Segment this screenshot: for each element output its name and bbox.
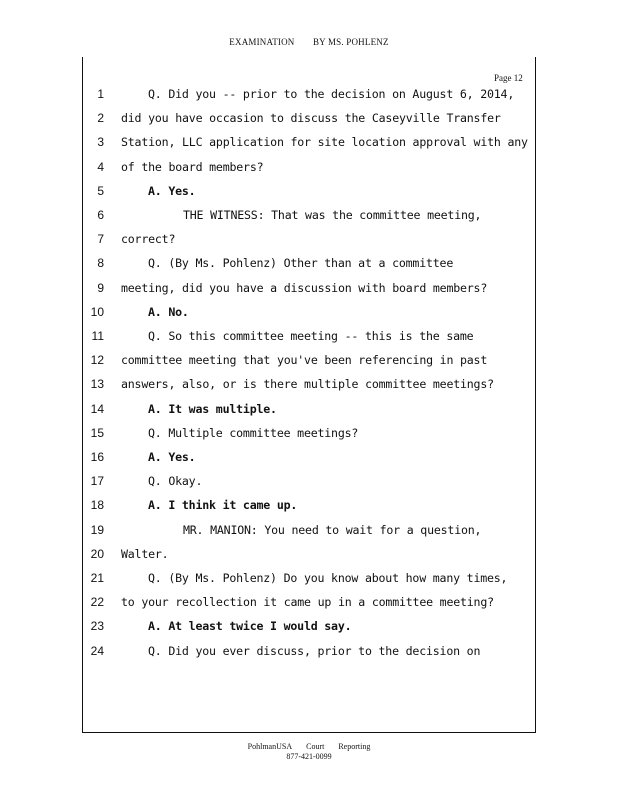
transcript-line xyxy=(0,329,618,351)
line-text: Walter. xyxy=(121,546,169,561)
line-number: 5 xyxy=(97,183,104,198)
transcript-line xyxy=(0,208,618,230)
line-text: Q. Okay. xyxy=(148,474,203,489)
line-text: did you have occasion to discuss the Caseyville Transfer xyxy=(121,111,501,126)
page-number: Page 12 xyxy=(494,73,523,83)
line-number: 21 xyxy=(90,571,104,585)
page-footer xyxy=(0,742,618,762)
transcript-line xyxy=(0,402,618,424)
line-number: 7 xyxy=(97,232,104,247)
page-header xyxy=(0,37,618,47)
line-text: Q. Did you -- prior to the decision on August 6, 2014, xyxy=(148,87,515,101)
line-text: Station, LLC application for site location approval with any xyxy=(121,135,528,150)
line-number: 14 xyxy=(90,401,104,416)
footer-service-2: Reporting xyxy=(338,742,371,751)
line-text: MR. MANION: You need to wait for a question, xyxy=(183,522,482,537)
line-number: 2 xyxy=(97,111,104,126)
transcript-line xyxy=(0,426,618,448)
line-text: meeting, did you have a discussion with board members? xyxy=(121,280,488,295)
transcript-line xyxy=(0,281,618,303)
line-number: 23 xyxy=(90,619,104,634)
line-number: 3 xyxy=(97,135,104,150)
header-examination: EXAMINATION xyxy=(229,37,295,47)
transcript-line xyxy=(0,160,618,182)
transcript-line xyxy=(0,184,618,206)
line-number: 12 xyxy=(90,353,104,368)
line-number: 9 xyxy=(97,280,104,295)
line-number: 11 xyxy=(91,329,104,343)
line-text: committee meeting that you've been referencing in past xyxy=(121,353,488,368)
line-text: A. I think it came up. xyxy=(148,498,298,513)
line-number: 24 xyxy=(90,643,104,658)
line-text: correct? xyxy=(121,232,176,247)
line-number: 15 xyxy=(90,425,104,440)
line-text: THE WITNESS: That was the committee meeting, xyxy=(183,208,482,222)
line-number: 16 xyxy=(90,450,104,464)
transcript-line xyxy=(0,619,618,641)
line-text: Q. (By Ms. Pohlenz) Do you know about how many times, xyxy=(148,571,508,585)
line-number: 10 xyxy=(90,304,104,319)
line-text: Q. Did you ever discuss, prior to the decision on xyxy=(148,643,481,658)
transcript-line xyxy=(0,256,618,278)
transcript-line xyxy=(0,450,618,472)
footer-phone: 877-421-0099 xyxy=(286,752,332,761)
footer-company: PohlmanUSA xyxy=(247,742,293,751)
transcript-line xyxy=(0,474,618,496)
line-text: A. It was multiple. xyxy=(148,401,277,416)
line-number: 1 xyxy=(97,87,104,101)
transcript-line xyxy=(0,87,618,109)
line-text: A. No. xyxy=(148,304,189,319)
line-number: 18 xyxy=(90,498,104,513)
transcript-line xyxy=(0,595,618,617)
transcript-line xyxy=(0,644,618,666)
transcript-line xyxy=(0,377,618,399)
transcript-line xyxy=(0,547,618,569)
line-number: 6 xyxy=(97,208,104,222)
line-number: 19 xyxy=(90,522,104,537)
line-number: 22 xyxy=(90,595,104,610)
line-text: Q. So this committee meeting -- this is the same xyxy=(148,329,474,343)
line-text: Q. Multiple committee meetings? xyxy=(148,425,359,440)
header-by: BY MS. POHLENZ xyxy=(312,37,389,47)
line-text: answers, also, or is there multiple committee meetings? xyxy=(121,377,494,392)
transcript-line xyxy=(0,232,618,254)
line-text: of the board members? xyxy=(121,159,264,174)
line-number: 20 xyxy=(90,546,104,561)
transcript-line xyxy=(0,523,618,545)
line-text: A. Yes. xyxy=(148,450,196,464)
transcript-line xyxy=(0,135,618,157)
transcript-line xyxy=(0,305,618,327)
transcript-line xyxy=(0,353,618,375)
transcript-line xyxy=(0,111,618,133)
transcript-line xyxy=(0,571,618,593)
line-number: 8 xyxy=(97,256,104,271)
line-number: 17 xyxy=(90,474,104,489)
line-text: A. Yes. xyxy=(148,183,196,198)
line-number: 13 xyxy=(90,377,104,392)
line-number: 4 xyxy=(97,159,104,174)
transcript-line xyxy=(0,498,618,520)
line-text: to your recollection it came up in a committee meeting? xyxy=(121,595,494,610)
line-text: Q. (By Ms. Pohlenz) Other than at a committee xyxy=(148,256,454,271)
footer-service-1: Court xyxy=(306,742,325,751)
line-text: A. At least twice I would say. xyxy=(148,619,352,634)
